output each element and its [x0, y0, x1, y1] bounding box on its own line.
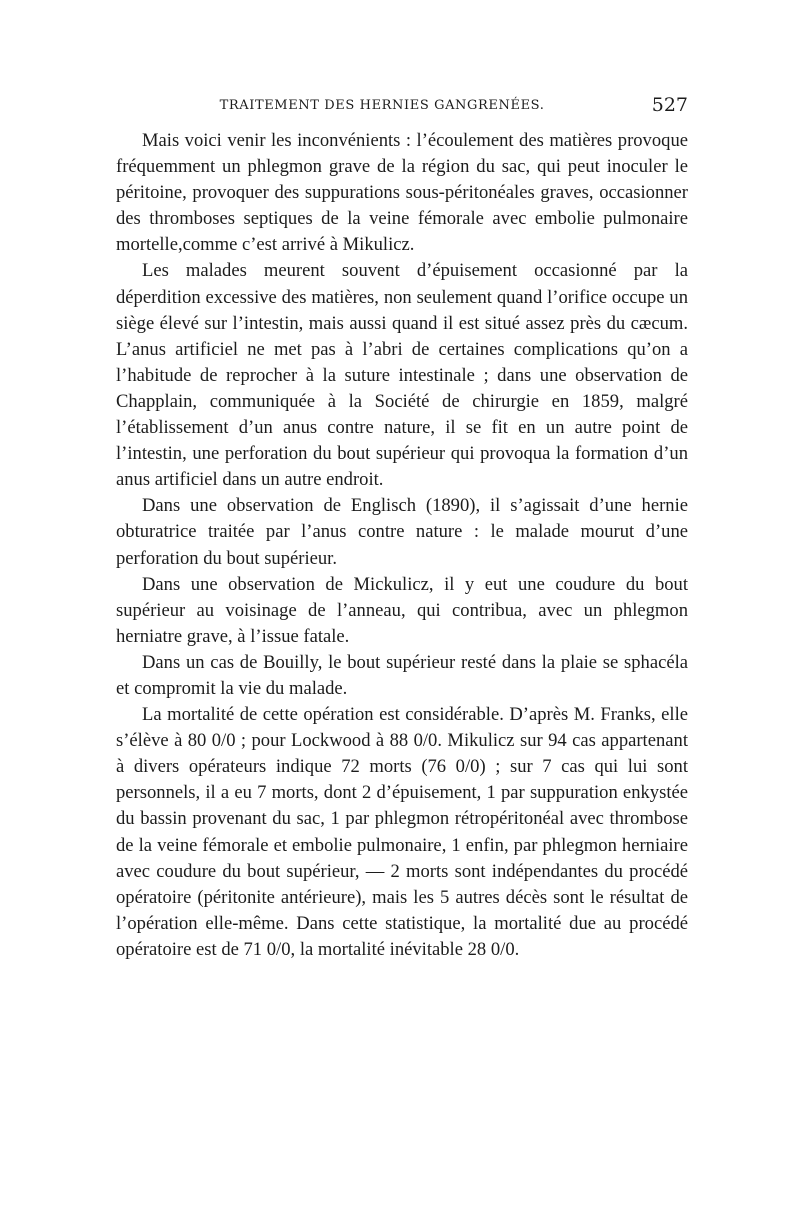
paragraph-1: Mais voici venir les inconvénients : l’écoulement des matières provoque fréquemment un phlegmon grave de la région du sac, qui peut inoculer le péritoine, provoquer des suppurations sous-péritonéales graves, occasionner des thromboses septiques de la veine fémorale avec embolie pulmonaire mortelle,comme c’est arrivé à Mikulicz.: [116, 130, 688, 256]
paragraph-5: Dans un cas de Bouilly, le bout supérieur resté dans la plaie se sphacéla et compromit la vie du malade.: [116, 651, 688, 699]
page-number: 527: [651, 94, 688, 116]
running-title: TRAITEMENT DES HERNIES GANGRENÉES.: [219, 98, 545, 113]
paragraph-6: La mortalité de cette opération est considérable. D’après M. Franks, elle s’élève à 80 0/0 ; pour Lockwood à 88 0/0. Mikulicz sur 94 cas appartenant à divers opérateurs indique 72 morts (76 0/0) ; sur 7 cas qui lui sont personnels, il a eu 7 morts, dont 2 d’épuisement, 1 par suppuration enkystée du bassin provenant du sac, 1 par phlegmon rétropéritonéal avec thrombose de la veine fémorale et embolie pulmonaire, 1 enfin, par phlegmon herniaire avec coudure du bout supérieur, — 2 morts sont indépendantes du procédé opératoire (péritonite antérieure), mais les 5 autres décès sont le résultat de l’opération elle-même. Dans cette statistique, la mortalité due au procédé opératoire est de 71 0/0, la mortalité inévitable 28 0/0.: [116, 704, 688, 960]
paragraph-2: Les malades meurent souvent d’épuisement occasionné par la déperdition excessive des matières, non seulement quand l’orifice occupe un siège élevé sur l’intestin, mais aussi quand il est situé assez près du cæcum. L’anus artificiel ne met pas à l’abri de certaines complications qu’on a l’habitude de reprocher à la suture intestinale ; dans une observation de Chapplain, communiquée à la Société de chirurgie en 1859, malgré l’établissement d’un anus contre nature, il se fit en un autre point de l’intestin, une perforation du bout supérieur qui provoqua la formation d’un anus artificiel dans un autre endroit.: [116, 260, 688, 491]
paragraph-4: Dans une observation de Mickulicz, il y eut une coudure du bout supérieur au voisinage de l’anneau, qui contribua, avec un phlegmon herniatre grave, à l’issue fatale.: [116, 573, 688, 647]
running-head: [116, 94, 688, 120]
body-text: [116, 128, 688, 963]
paragraph-3: Dans une observation de Englisch (1890), il s’agissait d’une hernie obturatrice traitée par l’anus contre nature : le malade mourut d’une perforation du bout supérieur.: [116, 495, 688, 569]
